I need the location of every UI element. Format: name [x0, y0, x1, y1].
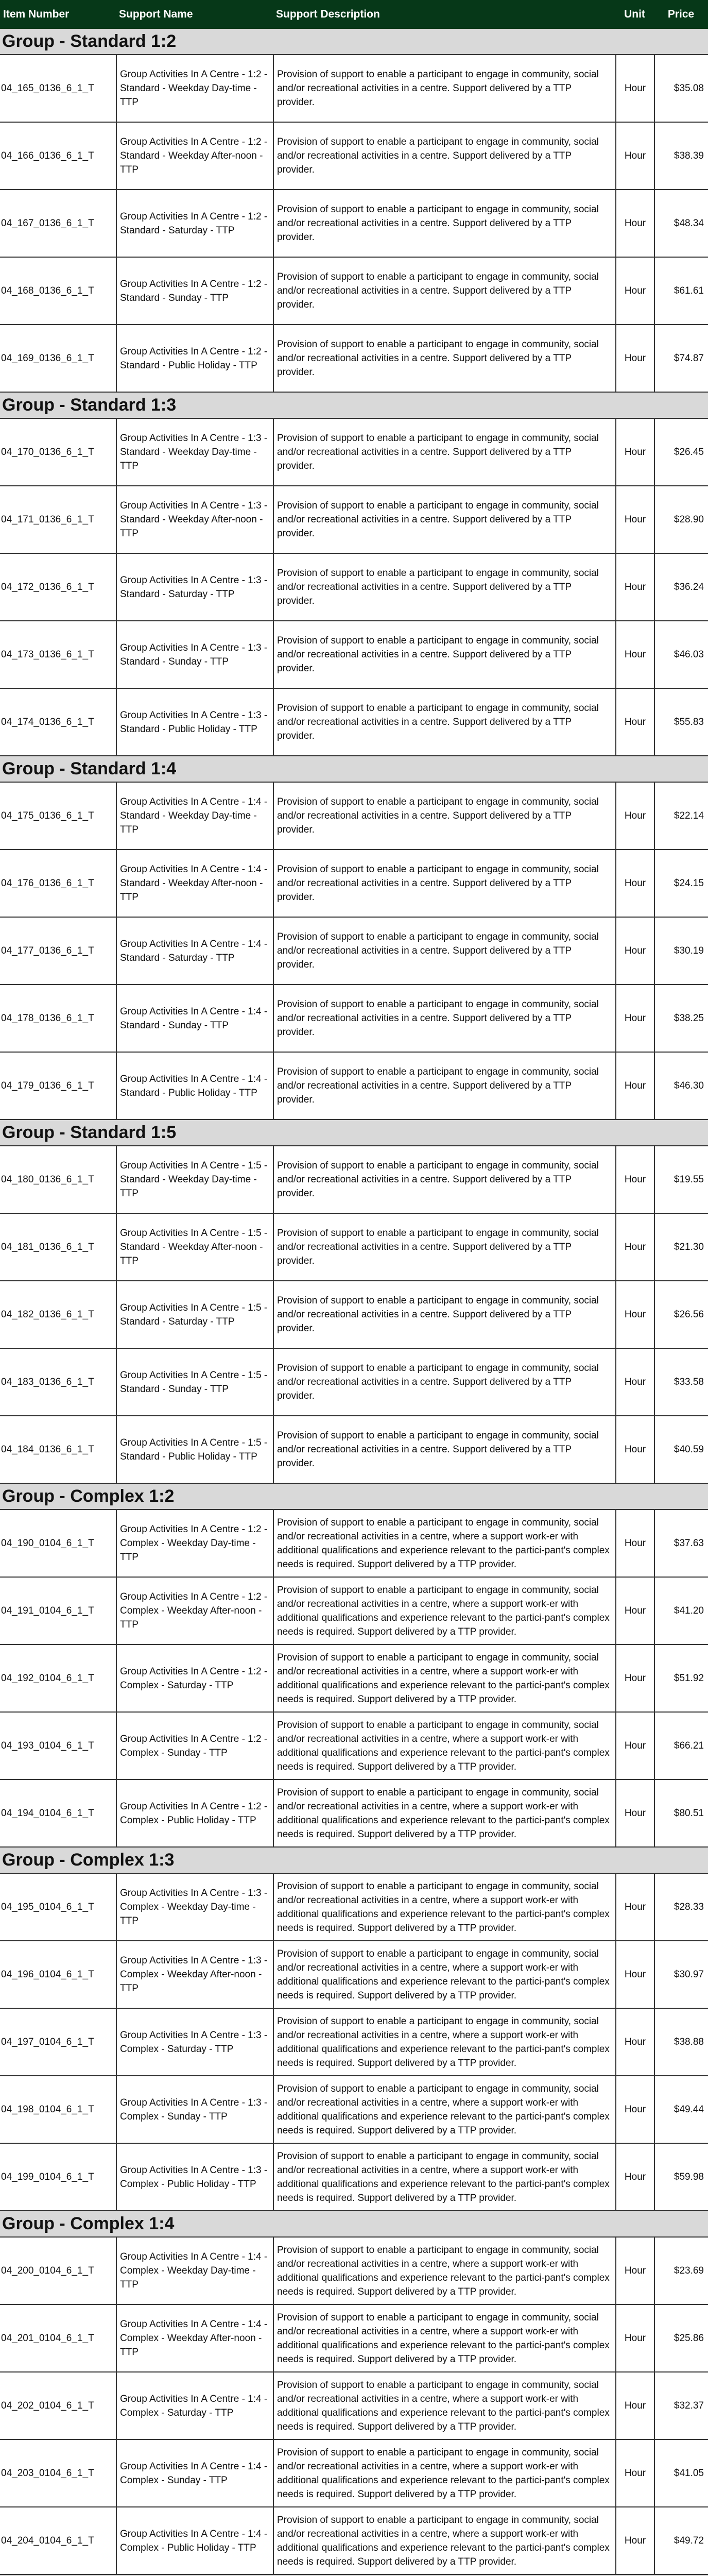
table-row — [0, 2144, 708, 2211]
cell-price: $35.08 — [654, 55, 708, 122]
cell-support-name: Group Activities In A Centre - 1:4 - Standard - Saturday - TTP — [116, 918, 273, 984]
cell-support-description: Provision of support to enable a participant to engage in community, social and/or recreational activities in a centre. Support delivered by a TTP provider. — [273, 918, 615, 984]
cell-support-description: Provision of support to enable a participant to engage in community, social and/or recreational activities in a centre, where a support work-er with additional qualifications and experience relevant to the partici-pant's complex needs is required. Support delivered by a TTP provider. — [273, 1874, 615, 1940]
cell-support-name: Group Activities In A Centre - 1:5 - Standard - Saturday - TTP — [116, 1281, 273, 1348]
cell-item-number: 04_180_0136_6_1_T — [1, 1174, 94, 1185]
cell-unit: Hour — [615, 190, 654, 257]
cell-unit: Hour — [615, 554, 654, 620]
cell-price: $59.98 — [654, 2144, 708, 2210]
cell-price: $49.72 — [654, 2507, 708, 2574]
cell-support-name: Group Activities In A Centre - 1:2 - Complex - Sunday - TTP — [116, 1713, 273, 1779]
cell-support-description: Provision of support to enable a participant to engage in community, social and/or recreational activities in a centre, where a support work-er with additional qualifications and experience relevant to the partici-pant's complex needs is required. Support delivered by a TTP provider. — [273, 1713, 615, 1779]
table-row — [0, 486, 708, 554]
cell-item-number: 04_166_0136_6_1_T — [1, 150, 94, 161]
cell-support-description: Provision of support to enable a participant to engage in community, social and/or recreational activities in a centre. Support delivered by a TTP provider. — [273, 554, 615, 620]
cell-support-description: Provision of support to enable a participant to engage in community, social and/or recreational activities in a centre. Support delivered by a TTP provider. — [273, 258, 615, 324]
cell-price: $51.92 — [654, 1645, 708, 1711]
table-row — [0, 2372, 708, 2440]
cell-support-name: Group Activities In A Centre - 1:3 - Standard - Saturday - TTP — [116, 554, 273, 620]
cell-unit: Hour — [615, 419, 654, 485]
group-heading: Group - Complex 1:4 — [0, 2211, 708, 2238]
cell-support-description: Provision of support to enable a participant to engage in community, social and/or recreational activities in a centre, where a support work-er with additional qualifications and experience relevant to the partici-pant's complex needs is required. Support delivered by a TTP provider. — [273, 2076, 615, 2143]
cell-price: $37.63 — [654, 1510, 708, 1577]
cell-unit: Hour — [615, 1578, 654, 1644]
cell-support-description: Provision of support to enable a participant to engage in community, social and/or recreational activities in a centre. Support delivered by a TTP provider. — [273, 486, 615, 553]
cell-support-name: Group Activities In A Centre - 1:3 - Complex - Saturday - TTP — [116, 2009, 273, 2075]
cell-unit: Hour — [615, 2440, 654, 2506]
cell-support-description: Provision of support to enable a participant to engage in community, social and/or recreational activities in a centre, where a support work-er with additional qualifications and experience relevant to the partici-pant's complex needs is required. Support delivered by a TTP provider. — [273, 2372, 615, 2439]
cell-support-name: Group Activities In A Centre - 1:2 - Standard - Weekday Day-time - TTP — [116, 55, 273, 122]
cell-unit: Hour — [615, 55, 654, 122]
group-heading: Group - Standard 1:3 — [0, 393, 708, 419]
cell-support-description: Provision of support to enable a participant to engage in community, social and/or recreational activities in a centre, where a support work-er with additional qualifications and experience relevant to the partici-pant's complex needs is required. Support delivered by a TTP provider. — [273, 2507, 615, 2574]
cell-support-description: Provision of support to enable a participant to engage in community, social and/or recreational activities in a centre, where a support work-er with additional qualifications and experience relevant to the partici-pant's complex needs is required. Support delivered by a TTP provider. — [273, 1780, 615, 1846]
cell-support-name: Group Activities In A Centre - 1:5 - Standard - Sunday - TTP — [116, 1349, 273, 1415]
cell-unit: Hour — [615, 1349, 654, 1415]
cell-price: $41.20 — [654, 1578, 708, 1644]
cell-support-name: Group Activities In A Centre - 1:2 - Complex - Weekday Day-time - TTP — [116, 1510, 273, 1577]
cell-item-number: 04_168_0136_6_1_T — [1, 285, 94, 296]
cell-support-description: Provision of support to enable a participant to engage in community, social and/or recreational activities in a centre, where a support work-er with additional qualifications and experience relevant to the partici-pant's complex needs is required. Support delivered by a TTP provider. — [273, 1645, 615, 1711]
cell-support-name: Group Activities In A Centre - 1:4 - Complex - Weekday Day-time - TTP — [116, 2238, 273, 2304]
cell-support-name: Group Activities In A Centre - 1:3 - Standard - Sunday - TTP — [116, 621, 273, 688]
cell-price: $41.05 — [654, 2440, 708, 2506]
table-row — [0, 1146, 708, 1214]
cell-item-number: 04_172_0136_6_1_T — [1, 582, 94, 592]
cell-item-number: 04_194_0104_6_1_T — [1, 1808, 94, 1819]
cell-item-number: 04_177_0136_6_1_T — [1, 945, 94, 956]
cell-item-number: 04_198_0104_6_1_T — [1, 2104, 94, 2115]
table-row — [0, 783, 708, 850]
cell-price: $21.30 — [654, 1214, 708, 1280]
cell-price: $74.87 — [654, 325, 708, 392]
cell-price: $38.39 — [654, 123, 708, 189]
cell-item-number: 04_174_0136_6_1_T — [1, 717, 94, 727]
cell-support-name: Group Activities In A Centre - 1:2 - Complex - Public Holiday - TTP — [116, 1780, 273, 1846]
cell-unit: Hour — [615, 985, 654, 1052]
cell-item-number: 04_170_0136_6_1_T — [1, 447, 94, 457]
cell-support-name: Group Activities In A Centre - 1:3 - Complex - Public Holiday - TTP — [116, 2144, 273, 2210]
cell-support-name: Group Activities In A Centre - 1:4 - Standard - Weekday After-noon - TTP — [116, 850, 273, 917]
cell-item-number: 04_171_0136_6_1_T — [1, 514, 94, 525]
cell-item-number: 04_196_0104_6_1_T — [1, 1969, 94, 1980]
table-row — [0, 1053, 708, 1120]
header-unit: Unit — [624, 8, 645, 20]
cell-support-description: Provision of support to enable a participant to engage in community, social and/or recreational activities in a centre. Support delivered by a TTP provider. — [273, 123, 615, 189]
cell-support-description: Provision of support to enable a participant to engage in community, social and/or recreational activities in a centre. Support delivered by a TTP provider. — [273, 1214, 615, 1280]
cell-item-number: 04_175_0136_6_1_T — [1, 810, 94, 821]
cell-unit: Hour — [615, 1214, 654, 1280]
header-support-description: Support Description — [276, 8, 380, 20]
cell-support-description: Provision of support to enable a participant to engage in community, social and/or recreational activities in a centre, where a support work-er with additional qualifications and experience relevant to the partici-pant's complex needs is required. Support delivered by a TTP provider. — [273, 2238, 615, 2304]
cell-unit: Hour — [615, 1281, 654, 1348]
table-row — [0, 123, 708, 190]
cell-item-number: 04_201_0104_6_1_T — [1, 2333, 94, 2344]
cell-unit: Hour — [615, 2076, 654, 2143]
cell-item-number: 04_173_0136_6_1_T — [1, 649, 94, 660]
cell-price: $48.34 — [654, 190, 708, 257]
table-row — [0, 1416, 708, 1484]
cell-item-number: 04_190_0104_6_1_T — [1, 1538, 94, 1549]
cell-support-name: Group Activities In A Centre - 1:3 - Complex - Sunday - TTP — [116, 2076, 273, 2143]
cell-price: $46.30 — [654, 1053, 708, 1119]
cell-support-description: Provision of support to enable a participant to engage in community, social and/or recreational activities in a centre, where a support work-er with additional qualifications and experience relevant to the partici-pant's complex needs is required. Support delivered by a TTP provider. — [273, 2144, 615, 2210]
cell-support-name: Group Activities In A Centre - 1:2 - Standard - Public Holiday - TTP — [116, 325, 273, 392]
cell-item-number: 04_195_0104_6_1_T — [1, 1902, 94, 1912]
cell-unit: Hour — [615, 486, 654, 553]
cell-price: $46.03 — [654, 621, 708, 688]
cell-support-name: Group Activities In A Centre - 1:4 - Standard - Weekday Day-time - TTP — [116, 783, 273, 849]
cell-item-number: 04_179_0136_6_1_T — [1, 1080, 94, 1091]
cell-price: $26.45 — [654, 419, 708, 485]
cell-unit: Hour — [615, 2144, 654, 2210]
cell-support-description: Provision of support to enable a participant to engage in community, social and/or recreational activities in a centre. Support delivered by a TTP provider. — [273, 783, 615, 849]
cell-item-number: 04_192_0104_6_1_T — [1, 1673, 94, 1684]
cell-unit: Hour — [615, 2238, 654, 2304]
group-heading: Group - Standard 1:4 — [0, 756, 708, 783]
cell-support-name: Group Activities In A Centre - 1:2 - Complex - Weekday After-noon - TTP — [116, 1578, 273, 1644]
cell-price: $61.61 — [654, 258, 708, 324]
table-header — [0, 0, 708, 29]
table-row — [0, 2076, 708, 2144]
cell-support-description: Provision of support to enable a participant to engage in community, social and/or recreational activities in a centre. Support delivered by a TTP provider. — [273, 689, 615, 755]
table-row — [0, 985, 708, 1053]
cell-price: $38.25 — [654, 985, 708, 1052]
group-heading: Group - Standard 1:5 — [0, 1120, 708, 1146]
cell-support-description: Provision of support to enable a participant to engage in community, social and/or recreational activities in a centre, where a support work-er with additional qualifications and experience relevant to the partici-pant's complex needs is required. Support delivered by a TTP provider. — [273, 2305, 615, 2371]
cell-support-description: Provision of support to enable a participant to engage in community, social and/or recreational activities in a centre. Support delivered by a TTP provider. — [273, 55, 615, 122]
cell-price: $22.14 — [654, 783, 708, 849]
cell-item-number: 04_176_0136_6_1_T — [1, 878, 94, 889]
cell-unit: Hour — [615, 1874, 654, 1940]
cell-unit: Hour — [615, 1416, 654, 1483]
cell-support-name: Group Activities In A Centre - 1:3 - Complex - Weekday After-noon - TTP — [116, 1941, 273, 2008]
table-row — [0, 2009, 708, 2076]
cell-item-number: 04_203_0104_6_1_T — [1, 2468, 94, 2479]
cell-unit: Hour — [615, 2372, 654, 2439]
cell-unit: Hour — [615, 1510, 654, 1577]
cell-support-name: Group Activities In A Centre - 1:4 - Complex - Sunday - TTP — [116, 2440, 273, 2506]
cell-item-number: 04_191_0104_6_1_T — [1, 1605, 94, 1616]
cell-price: $32.37 — [654, 2372, 708, 2439]
table-row — [0, 258, 708, 325]
table-row — [0, 918, 708, 985]
cell-unit: Hour — [615, 1780, 654, 1846]
table-body — [0, 29, 708, 2576]
cell-support-name: Group Activities In A Centre - 1:4 - Complex - Weekday After-noon - TTP — [116, 2305, 273, 2371]
cell-unit: Hour — [615, 1941, 654, 2008]
cell-item-number: 04_199_0104_6_1_T — [1, 2172, 94, 2182]
table-row — [0, 55, 708, 123]
cell-price: $23.69 — [654, 2238, 708, 2304]
table-row — [0, 554, 708, 621]
cell-unit: Hour — [615, 918, 654, 984]
cell-price: $28.33 — [654, 1874, 708, 1940]
table-row — [0, 2507, 708, 2575]
cell-support-name: Group Activities In A Centre - 1:3 - Standard - Weekday After-noon - TTP — [116, 486, 273, 553]
cell-price: $19.55 — [654, 1146, 708, 1213]
cell-support-name: Group Activities In A Centre - 1:5 - Standard - Weekday Day-time - TTP — [116, 1146, 273, 1213]
cell-unit: Hour — [615, 1053, 654, 1119]
cell-item-number: 04_197_0104_6_1_T — [1, 2037, 94, 2047]
table-row — [0, 1281, 708, 1349]
cell-price: $30.97 — [654, 1941, 708, 2008]
cell-support-name: Group Activities In A Centre - 1:4 - Complex - Saturday - TTP — [116, 2372, 273, 2439]
cell-support-name: Group Activities In A Centre - 1:5 - Standard - Public Holiday - TTP — [116, 1416, 273, 1483]
cell-unit: Hour — [615, 689, 654, 755]
header-support-name: Support Name — [119, 8, 193, 20]
cell-unit: Hour — [615, 783, 654, 849]
group-heading: Group - Complex 1:3 — [0, 1848, 708, 1874]
cell-item-number: 04_182_0136_6_1_T — [1, 1309, 94, 1320]
table-row — [0, 1941, 708, 2009]
cell-support-name: Group Activities In A Centre - 1:2 - Complex - Saturday - TTP — [116, 1645, 273, 1711]
cell-price: $80.51 — [654, 1780, 708, 1846]
cell-item-number: 04_181_0136_6_1_T — [1, 1242, 94, 1252]
cell-unit: Hour — [615, 258, 654, 324]
cell-support-description: Provision of support to enable a participant to engage in community, social and/or recreational activities in a centre. Support delivered by a TTP provider. — [273, 1281, 615, 1348]
table-row — [0, 419, 708, 486]
cell-item-number: 04_200_0104_6_1_T — [1, 2265, 94, 2276]
cell-support-description: Provision of support to enable a participant to engage in community, social and/or recreational activities in a centre. Support delivered by a TTP provider. — [273, 1416, 615, 1483]
cell-unit: Hour — [615, 1713, 654, 1779]
cell-price: $36.24 — [654, 554, 708, 620]
table-row — [0, 2238, 708, 2305]
table-row — [0, 621, 708, 689]
cell-price: $26.56 — [654, 1281, 708, 1348]
cell-item-number: 04_169_0136_6_1_T — [1, 353, 94, 364]
cell-item-number: 04_167_0136_6_1_T — [1, 218, 94, 229]
cell-unit: Hour — [615, 850, 654, 917]
cell-support-description: Provision of support to enable a participant to engage in community, social and/or recreational activities in a centre. Support delivered by a TTP provider. — [273, 1053, 615, 1119]
cell-price: $30.19 — [654, 918, 708, 984]
cell-price: $25.86 — [654, 2305, 708, 2371]
cell-support-name: Group Activities In A Centre - 1:2 - Standard - Saturday - TTP — [116, 190, 273, 257]
cell-support-description: Provision of support to enable a participant to engage in community, social and/or recreational activities in a centre. Support delivered by a TTP provider. — [273, 1146, 615, 1213]
cell-support-description: Provision of support to enable a participant to engage in community, social and/or recreational activities in a centre. Support delivered by a TTP provider. — [273, 621, 615, 688]
cell-unit: Hour — [615, 2305, 654, 2371]
table-row — [0, 2305, 708, 2372]
table-row — [0, 850, 708, 918]
cell-support-description: Provision of support to enable a participant to engage in community, social and/or recreational activities in a centre, where a support work-er with additional qualifications and experience relevant to the partici-pant's complex needs is required. Support delivered by a TTP provider. — [273, 1941, 615, 2008]
cell-price: $66.21 — [654, 1713, 708, 1779]
table-row — [0, 1349, 708, 1416]
cell-support-name: Group Activities In A Centre - 1:4 - Standard - Sunday - TTP — [116, 985, 273, 1052]
cell-support-name: Group Activities In A Centre - 1:3 - Standard - Public Holiday - TTP — [116, 689, 273, 755]
group-heading: Group - Complex 1:2 — [0, 1484, 708, 1510]
cell-unit: Hour — [615, 325, 654, 392]
cell-price: $33.58 — [654, 1349, 708, 1415]
table-row — [0, 1874, 708, 1941]
cell-price: $24.15 — [654, 850, 708, 917]
cell-support-description: Provision of support to enable a participant to engage in community, social and/or recreational activities in a centre. Support delivered by a TTP provider. — [273, 985, 615, 1052]
header-item-number: Item Number — [3, 8, 70, 20]
table-row — [0, 190, 708, 258]
cell-support-description: Provision of support to enable a participant to engage in community, social and/or recreational activities in a centre. Support delivered by a TTP provider. — [273, 1349, 615, 1415]
table-row — [0, 1645, 708, 1713]
cell-support-name: Group Activities In A Centre - 1:2 - Standard - Sunday - TTP — [116, 258, 273, 324]
cell-price: $55.83 — [654, 689, 708, 755]
cell-item-number: 04_183_0136_6_1_T — [1, 1377, 94, 1387]
table-row — [0, 689, 708, 756]
cell-item-number: 04_184_0136_6_1_T — [1, 1444, 94, 1455]
table-row — [0, 1214, 708, 1281]
cell-support-description: Provision of support to enable a participant to engage in community, social and/or recreational activities in a centre. Support delivered by a TTP provider. — [273, 325, 615, 392]
cell-item-number: 04_202_0104_6_1_T — [1, 2400, 94, 2411]
cell-unit: Hour — [615, 123, 654, 189]
cell-price: $38.88 — [654, 2009, 708, 2075]
cell-item-number: 04_165_0136_6_1_T — [1, 83, 94, 94]
table-row — [0, 1578, 708, 1645]
group-heading: Group - Standard 1:2 — [0, 29, 708, 55]
table-row — [0, 1780, 708, 1848]
cell-support-name: Group Activities In A Centre - 1:3 - Standard - Weekday Day-time - TTP — [116, 419, 273, 485]
cell-unit: Hour — [615, 2507, 654, 2574]
cell-price: $28.90 — [654, 486, 708, 553]
cell-unit: Hour — [615, 1645, 654, 1711]
cell-support-description: Provision of support to enable a participant to engage in community, social and/or recreational activities in a centre, where a support work-er with additional qualifications and experience relevant to the partici-pant's complex needs is required. Support delivered by a TTP provider. — [273, 1510, 615, 1577]
cell-unit: Hour — [615, 1146, 654, 1213]
cell-support-name: Group Activities In A Centre - 1:3 - Complex - Weekday Day-time - TTP — [116, 1874, 273, 1940]
cell-price: $49.44 — [654, 2076, 708, 2143]
cell-support-name: Group Activities In A Centre - 1:2 - Standard - Weekday After-noon - TTP — [116, 123, 273, 189]
cell-support-name: Group Activities In A Centre - 1:4 - Complex - Public Holiday - TTP — [116, 2507, 273, 2574]
table-row — [0, 1713, 708, 1780]
cell-support-description: Provision of support to enable a participant to engage in community, social and/or recreational activities in a centre. Support delivered by a TTP provider. — [273, 850, 615, 917]
table-row — [0, 1510, 708, 1578]
cell-unit: Hour — [615, 621, 654, 688]
cell-unit: Hour — [615, 2009, 654, 2075]
cell-item-number: 04_193_0104_6_1_T — [1, 1740, 94, 1751]
cell-support-description: Provision of support to enable a participant to engage in community, social and/or recreational activities in a centre, where a support work-er with additional qualifications and experience relevant to the partici-pant's complex needs is required. Support delivered by a TTP provider. — [273, 1578, 615, 1644]
cell-support-description: Provision of support to enable a participant to engage in community, social and/or recreational activities in a centre, where a support work-er with additional qualifications and experience relevant to the partici-pant's complex needs is required. Support delivered by a TTP provider. — [273, 2440, 615, 2506]
table-row — [0, 325, 708, 393]
cell-support-description: Provision of support to enable a participant to engage in community, social and/or recreational activities in a centre. Support delivered by a TTP provider. — [273, 190, 615, 257]
cell-item-number: 04_178_0136_6_1_T — [1, 1013, 94, 1024]
cell-support-description: Provision of support to enable a participant to engage in community, social and/or recreational activities in a centre, where a support work-er with additional qualifications and experience relevant to the partici-pant's complex needs is required. Support delivered by a TTP provider. — [273, 2009, 615, 2075]
header-price: Price — [667, 8, 695, 20]
cell-price: $40.59 — [654, 1416, 708, 1483]
table-row — [0, 2440, 708, 2507]
cell-support-name: Group Activities In A Centre - 1:4 - Standard - Public Holiday - TTP — [116, 1053, 273, 1119]
cell-support-name: Group Activities In A Centre - 1:5 - Standard - Weekday After-noon - TTP — [116, 1214, 273, 1280]
cell-support-description: Provision of support to enable a participant to engage in community, social and/or recreational activities in a centre. Support delivered by a TTP provider. — [273, 419, 615, 485]
cell-item-number: 04_204_0104_6_1_T — [1, 2535, 94, 2546]
